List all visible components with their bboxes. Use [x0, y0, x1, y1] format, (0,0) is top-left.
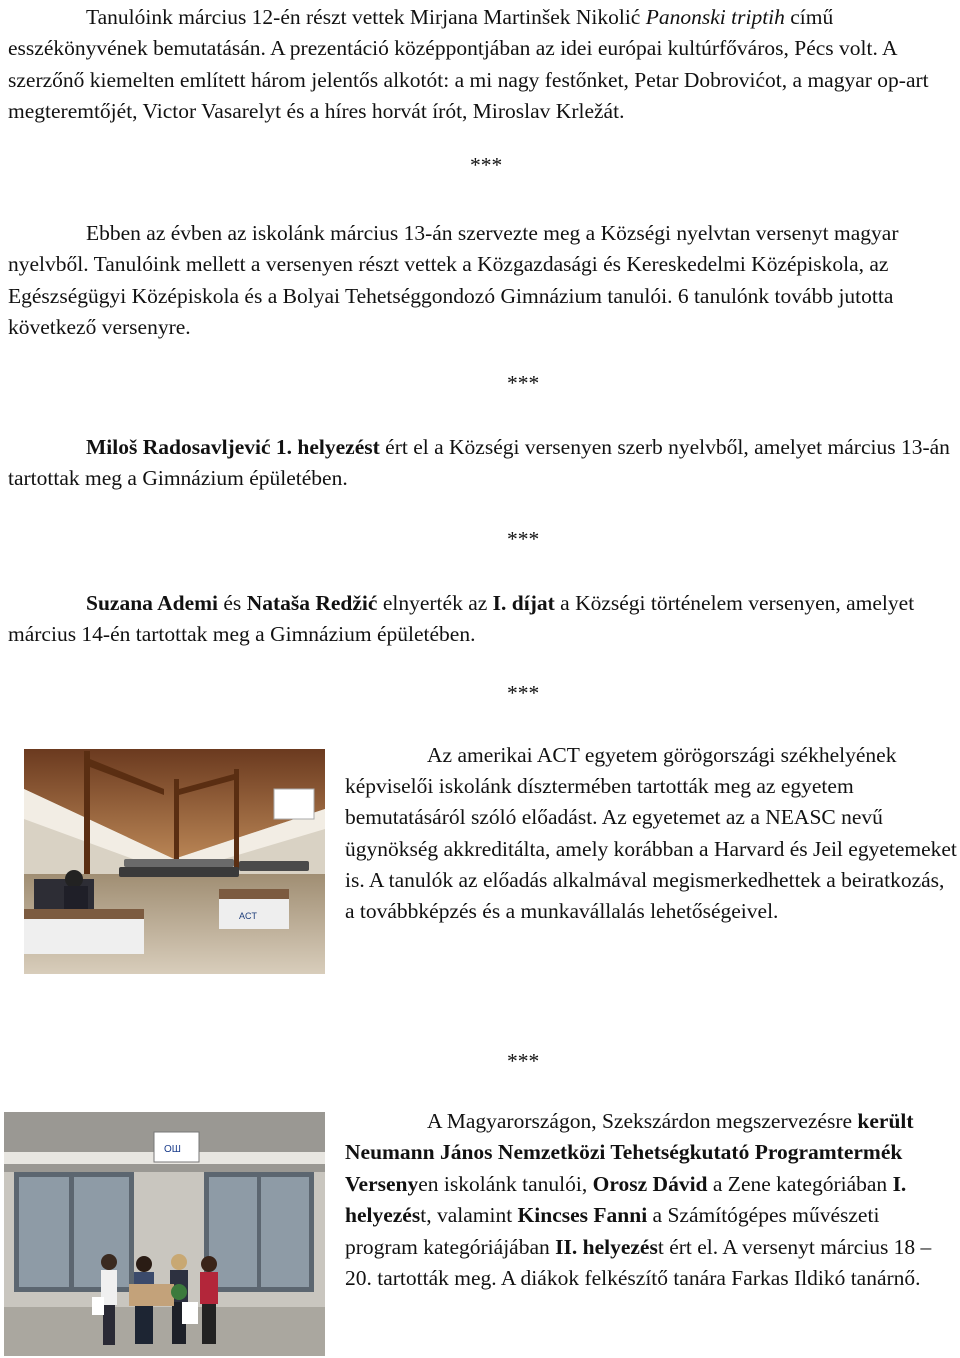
text-run: és	[218, 591, 247, 615]
lecture-hall-image	[24, 749, 325, 974]
award: I. díjat	[492, 591, 555, 615]
text-run: a Községi történelem versenyen, amelyet március 14-én tartottak meg a Gimnázium épületében.	[8, 591, 915, 647]
paragraph-book-presentation	[8, 2, 958, 128]
book-title: Panonski triptih	[645, 5, 785, 29]
text-run: a Számítógépes művészeti program kategóriájában	[345, 1203, 880, 1259]
students-photo	[4, 1112, 325, 1356]
text-run: ért el a Községi versenyen szerb nyelvből, amelyet március 13-án tartottak meg a Gimnázium épületében.	[8, 435, 950, 491]
paragraph-serbian-competition	[8, 432, 958, 495]
text-run: t ért el. A versenyt március 18 – 20. tartották meg. A diákok felkészítő tanára Farkas Ildikó tanárnő.	[345, 1234, 932, 1291]
text-run: en iskolánk tanulói,	[418, 1171, 593, 1196]
award: I. helyezés	[345, 1171, 907, 1228]
competition-name: került Neumann János Nemzetközi Tehetségkutató Programtermék Verseny	[345, 1109, 914, 1196]
banner-text: ACT	[239, 911, 257, 921]
separator: ***	[470, 153, 503, 177]
separator: ***	[507, 1049, 540, 1073]
separator: ***	[507, 527, 540, 551]
student-name: Kincses Fanni	[517, 1203, 648, 1228]
student-name: Nataša Redžić	[246, 591, 378, 615]
students-image	[4, 1112, 325, 1356]
school-sign-text: ОШ	[164, 1144, 181, 1155]
text-run: című esszékönyvének bemutatásán. A prezentáció középpontjában az idei európai kultúrfőváros, Pécs volt. A szerzőnő kiemelten említett három jelentős alkotót: a mi nagy festőnket, Petar Dobrovićot, a magyar op-art megteremtőjét, Victor Vasarelyt és a híres horvát írót, Miroslav Krležát.	[8, 5, 929, 124]
text-run: A Magyarországon, Szekszárdon megszervezésre	[427, 1109, 858, 1133]
lecture-hall-photo	[24, 749, 325, 974]
paragraph-neumann-competition	[345, 1106, 957, 1294]
paragraph-grammar-competition: Ebben az évben az iskolánk március 13-án szervezte meg a Községi nyelvtan versenyt magyar nyelvből. Tanulóink mellett a versenyen részt vettek a Közgazdasági és Kereskedelmi Középiskola, az Egészségügyi Középiskola és a Bolyai Tehetséggondozó Gimnázium tanulói. 6 tanulónk tovább jutotta következő versenyre.	[8, 221, 899, 340]
student-name: Suzana Ademi	[86, 591, 219, 615]
paragraph-act-university: Az amerikai ACT egyetem görögországi székhelyének képviselői iskolánk dísztermében tartották meg az egyetem bemutatásáról szóló előadást. Az egyetemet az a NEASC nevű ügynökség akkreditálta, amely korábban a Harvard és Jeil egyetemeket is. A tanulók az előadás alkalmával megismerkedhettek a beiratkozás, a továbbképzés és a munkavállalás lehetőségeivel.	[345, 743, 957, 924]
student-name: Orosz Dávid	[592, 1171, 708, 1196]
student-name: Miloš Radosavljević 1. helyezést	[86, 435, 380, 459]
text-run: elnyerték az	[377, 591, 493, 615]
separator: ***	[507, 371, 540, 395]
award: II. helyezés	[555, 1234, 658, 1259]
text-run: Tanulóink március 12-én részt vettek Mirjana Martinšek Nikolić	[86, 5, 646, 29]
text-run: a Zene kategóriában	[707, 1171, 893, 1196]
separator: ***	[507, 681, 540, 705]
text-run: t, valamint	[420, 1203, 518, 1228]
paragraph-history-competition	[8, 588, 958, 651]
